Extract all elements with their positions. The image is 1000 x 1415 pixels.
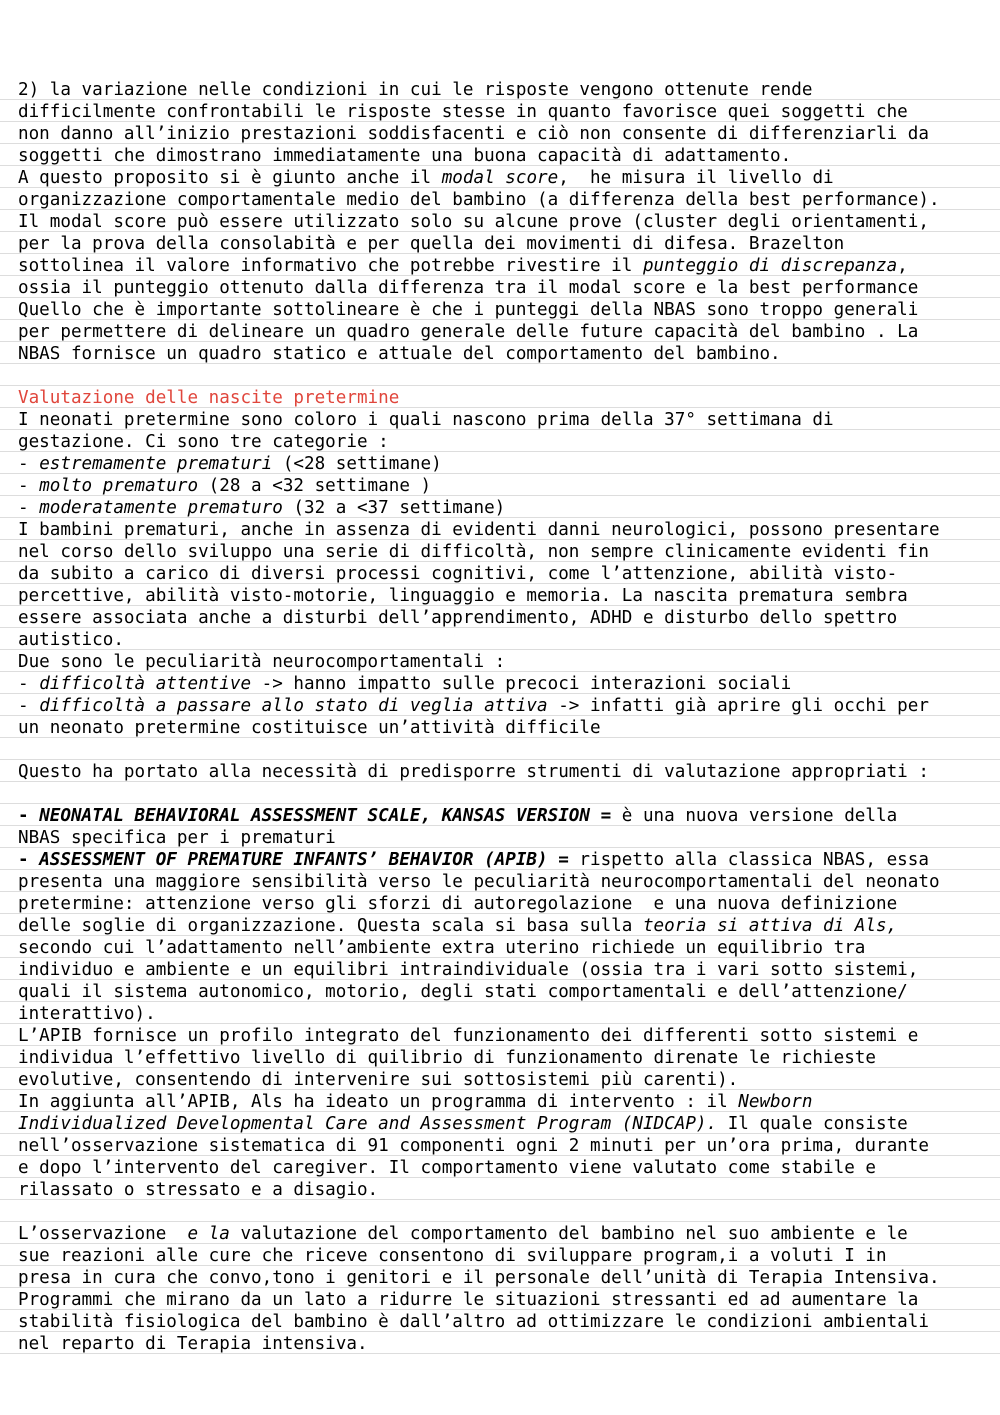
italic-term: moderatamente prematuro bbox=[39, 498, 283, 518]
list-item bbox=[18, 673, 993, 695]
text-line: ossia il punteggio ottenuto dalla differenza tra il modal score e la best performance bbox=[18, 278, 919, 298]
text-run: L’osservazione bbox=[18, 1224, 188, 1244]
text-line bbox=[18, 255, 993, 277]
equals-sign: = bbox=[547, 850, 569, 870]
text-line: soggetti che dimostrano immediatamente una buona capacità di adattamento. bbox=[18, 146, 792, 166]
italic-term-nidcap: Individualized Developmental Care and Assessment Program (NIDCAP). bbox=[18, 1114, 718, 1134]
text-line: Due sono le peculiarità neurocomportamentali : bbox=[18, 652, 506, 672]
list-item bbox=[18, 849, 993, 871]
text-line: presa in cura che convo,tono i genitori e il personale dell’unità di Terapia Intensiva. bbox=[18, 1268, 940, 1288]
bullet-dash: - bbox=[18, 850, 40, 870]
text-line: evolutive, consentendo di intervenire sui sottosistemi più carenti). bbox=[18, 1070, 739, 1090]
equals-sign: = bbox=[590, 806, 612, 826]
italic-term-teoria-als: teoria si attiva di Als, bbox=[642, 916, 898, 936]
text-run: sottolinea il valore informativo che potrebbe rivestire il bbox=[18, 256, 643, 276]
text-line: Questo ha portato alla necessità di predisporre strumenti di valutazione appropriati : bbox=[18, 762, 929, 782]
text-run: valutazione del comportamento del bambino nel suo ambiente e le bbox=[229, 1224, 908, 1244]
text-line bbox=[18, 1113, 993, 1135]
blank-line bbox=[18, 1201, 993, 1223]
bullet-dash: - bbox=[18, 806, 40, 826]
blank-line bbox=[18, 739, 993, 761]
text-line: interattivo). bbox=[18, 1004, 156, 1024]
scale-name-apib: ASSESSMENT OF PREMATURE INFANTS’ BEHAVIOR (APIB) bbox=[39, 850, 548, 870]
text-run: , bbox=[897, 256, 908, 276]
text-run: Il quale consiste bbox=[717, 1114, 908, 1134]
text-run: A questo proposito si è giunto anche il bbox=[18, 168, 442, 188]
text-line: per la prova della consolabità e per quella dei movimenti di difesa. Brazelton bbox=[18, 234, 845, 254]
text-line: Il modal score può essere utilizzato solo su alcune prove (cluster degli orientamenti, bbox=[18, 212, 929, 232]
text-line: un neonato pretermine costituisce un’attività difficile bbox=[18, 718, 601, 738]
list-item bbox=[18, 453, 993, 475]
text-line: I neonati pretermine sono coloro i quali nascono prima della 37° settimana di bbox=[18, 410, 834, 430]
text-line: percettive, abilità visto-motorie, linguaggio e memoria. La nascita prematura sembra bbox=[18, 586, 908, 606]
text-line: gestazione. Ci sono tre categorie : bbox=[18, 432, 389, 452]
bullet-dash: - bbox=[18, 454, 40, 474]
text-line: non danno all’inizio prestazioni soddisfacenti e ciò non consente di differenziarli da bbox=[18, 124, 929, 144]
italic-term: e la bbox=[187, 1224, 230, 1244]
text-run: (<28 settimane) bbox=[272, 454, 442, 474]
text-run: In aggiunta all’APIB, Als ha ideato un programma di intervento : il bbox=[18, 1092, 739, 1112]
text-line bbox=[18, 915, 993, 937]
text-line: nel corso dello sviluppo una serie di difficoltà, non sempre clinicamente evidenti fin bbox=[18, 542, 929, 562]
text-line bbox=[18, 167, 993, 189]
text-line: individuo e ambiente e un equilibri intraindividuale (ossia tra i vari sotto sistemi, bbox=[18, 960, 919, 980]
text-line: NBAS fornisce un quadro statico e attuale del comportamento del bambino. bbox=[18, 344, 781, 364]
text-line: Quello che è importante sottolineare è che i punteggi della NBAS sono troppo generali bbox=[18, 300, 919, 320]
list-item bbox=[18, 805, 993, 827]
text-line: individua l’effettivo livello di quilibrio di funzionamento direnate le richieste bbox=[18, 1048, 876, 1068]
text-line: stabilità fisiologica del bambino è dall’altro ad ottimizzare le condizioni ambientali bbox=[18, 1312, 929, 1332]
text-line: organizzazione comportamentale medio del bambino (a differenza della best performance). bbox=[18, 190, 940, 210]
text-line: rilassato o stressato e a disagio. bbox=[18, 1180, 379, 1200]
text-run: è una nuova versione della bbox=[611, 806, 898, 826]
blank-line bbox=[18, 365, 993, 387]
text-line: presenta una maggiore sensibilità verso le peculiarità neurocomportamentali del neonato bbox=[18, 872, 940, 892]
text-run: delle soglie di organizzazione. Questa scala si basa sulla bbox=[18, 916, 643, 936]
italic-term: estremamente prematuri bbox=[39, 454, 273, 474]
text-line: e dopo l’intervento del caregiver. Il comportamento viene valutato come stabile e bbox=[18, 1158, 876, 1178]
italic-term: difficoltà a passare allo stato di veglia attiva bbox=[39, 696, 548, 716]
text-run: (32 a <37 settimane) bbox=[282, 498, 506, 518]
text-line: nel reparto di Terapia intensiva. bbox=[18, 1334, 368, 1354]
text-run: -> infatti già aprire gli occhi per bbox=[547, 696, 929, 716]
blank-line bbox=[18, 783, 993, 805]
text-line: essere associata anche a disturbi dell’apprendimento, ADHD e disturbo dello spettro bbox=[18, 608, 898, 628]
bullet-dash: - bbox=[18, 476, 40, 496]
bullet-dash: - bbox=[18, 674, 40, 694]
italic-term-newborn: Newborn bbox=[738, 1092, 813, 1112]
text-line: pretermine: attenzione verso gli sforzi di autoregolazione e una nuova definizione bbox=[18, 894, 898, 914]
text-line: 2) la variazione nelle condizioni in cui le risposte vengono ottenute rende bbox=[18, 80, 813, 100]
section-heading: Valutazione delle nascite pretermine bbox=[18, 388, 400, 408]
text-line: quali il sistema autonomico, motorio, degli stati comportamentali e dell’attenzione/ bbox=[18, 982, 908, 1002]
text-line: sue reazioni alle cure che riceve consentono di sviluppare program,i a voluti I in bbox=[18, 1246, 887, 1266]
text-line: difficilmente confrontabili le risposte stesse in quanto favorisce quei soggetti che bbox=[18, 102, 908, 122]
text-line: NBAS specifica per i prematuri bbox=[18, 828, 336, 848]
text-line: I bambini prematuri, anche in assenza di evidenti danni neurologici, possono presentare bbox=[18, 520, 940, 540]
text-line: per permettere di delineare un quadro generale delle future capacità del bambino . La bbox=[18, 322, 919, 342]
document-body bbox=[18, 79, 993, 1355]
text-run: rispetto alla classica NBAS, essa bbox=[568, 850, 929, 870]
list-item bbox=[18, 497, 993, 519]
text-line: autistico. bbox=[18, 630, 124, 650]
italic-term: molto prematuro bbox=[39, 476, 199, 496]
text-run: -> hanno impatto sulle precoci interazioni sociali bbox=[251, 674, 792, 694]
bullet-dash: - bbox=[18, 498, 40, 518]
italic-term-discrepanza: punteggio di discrepanza bbox=[642, 256, 898, 276]
text-line bbox=[18, 1223, 993, 1245]
list-item bbox=[18, 475, 993, 497]
text-line: nell’osservazione sistematica di 91 componenti ogni 2 minuti per un’ora prima, durante bbox=[18, 1136, 929, 1156]
italic-term: difficoltà attentive bbox=[39, 674, 252, 694]
text-line: Programmi che mirano da un lato a ridurre le situazioni stressanti ed ad aumentare la bbox=[18, 1290, 919, 1310]
text-line: L’APIB fornisce un profilo integrato del funzionamento dei differenti sotto sistemi e bbox=[18, 1026, 919, 1046]
text-run: (28 a <32 settimane ) bbox=[198, 476, 432, 496]
list-item bbox=[18, 695, 993, 717]
text-line bbox=[18, 1091, 993, 1113]
bullet-dash: - bbox=[18, 696, 40, 716]
text-run: , he misura il livello di bbox=[558, 168, 834, 188]
text-line: da subito a carico di diversi processi cognitivi, come l’attenzione, abilità visto- bbox=[18, 564, 898, 584]
scale-name-nbas-kansas: NEONATAL BEHAVIORAL ASSESSMENT SCALE, KANSAS VERSION bbox=[39, 806, 590, 826]
text-line: secondo cui l’adattamento nell’ambiente extra uterino richiede un equilibrio tra bbox=[18, 938, 866, 958]
italic-term-modal-score: modal score bbox=[441, 168, 559, 188]
